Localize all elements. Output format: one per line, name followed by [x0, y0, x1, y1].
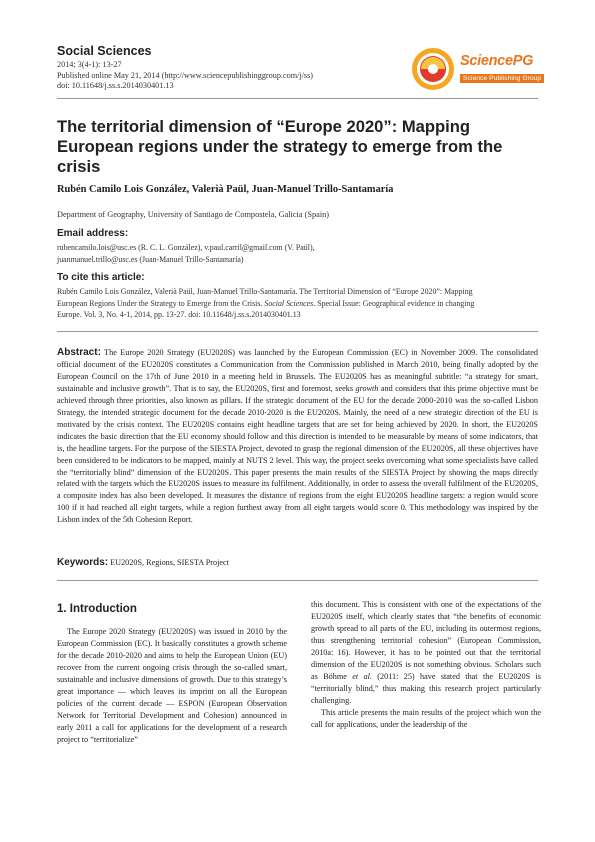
citation-text: European Regions Under the Strategy to Emerge from the Crisis.: [57, 298, 265, 308]
abstract: [57, 347, 538, 526]
publisher-logo: [410, 44, 550, 94]
abstract-divider-top: [57, 331, 538, 332]
article-title: The territorial dimension of “Europe 2020”: Mapping European regions under the strategy to emerge from the crisis: [57, 117, 503, 176]
logo-tagline: Science Publishing Group: [460, 74, 544, 83]
abstract-label: Abstract:: [57, 347, 101, 358]
logo-wordmark: SciencePG: [460, 53, 534, 69]
cite-heading: To cite this article:: [57, 272, 145, 283]
paragraph: The Europe 2020 Strategy (EU2020S) was issued in 2010 by the European Commission (EC). It basically constitutes a growth scheme for the decade 2010-2020 and aims to help the European Union (EU) recover from the current ongoing crisis through the so-called smart, sustainable and inclusive dimensions of growth. Due to this strategy’s great importance — which leaves its imprint on all the European policies of the current decade — ESPON (European Observation Network for Territorial Development and Cohesion) announced in early 2011 a call for applications for the development of a research project to “territorialize”: [57, 627, 287, 744]
citation-line-3: Europe. Vol. 3, No. 4-1, 2014, pp. 13-27. doi: 10.11648/j.ss.s.2014030401.13: [57, 310, 301, 320]
body-column-right: [311, 599, 541, 730]
paragraph-text: this document. This is consistent with one of the expectations of the EU2020S itself, which clearly states that “the benefits of economic growth spread to all parts of the EU, including its outermost regions, thus strengthening territorial cohesion” (European Commission, 2010a: 16). However, it has to be pointed out that the territorial dimension of the EU2020S is not something obvious. Scholars such as Böhme: [311, 600, 541, 681]
keywords: [57, 557, 229, 568]
article-authors: Rubén Camilo Lois González, Valerià Paül, Juan-Manuel Trillo-Santamaría: [57, 184, 394, 195]
citation-line-2: [57, 298, 547, 310]
journal-name: Social Sciences: [57, 44, 152, 58]
journal-meta-issue: 2014; 3(4-1): 13-27: [57, 60, 122, 69]
abstract-divider-bottom: [57, 580, 538, 581]
email-line-1[interactable]: rubencamilo.lois@usc.es (R. C. L. González), v.paul.carril@gmail.com (V. Paül),: [57, 243, 315, 252]
journal-meta-published[interactable]: Published online May 21, 2014 (http://www.sciencepublishinggroup.com/j/ss): [57, 70, 313, 80]
author-affiliation: Department of Geography, University of Santiago de Compostela, Galicia (Spain): [57, 210, 330, 219]
citation-journal: Social Sciences: [264, 298, 314, 308]
section-heading: 1. Introduction: [57, 603, 137, 615]
abstract-text: and considers that this prime objective must be achieved through three priorities, also known as pillars. If the strategic document of the EU for the decade 2000-2010 was the so-called Lisbon Strategy, the intended strategic document for the decade 2010-2020 is the EU2020S. Mainly, the need of a new strategic direction of the EU is motivated by the crisis context. The EU2020S contains eight headline targets that are set for being achieved by 2020. In short, the EU2020S indicates the basic direction that the EU economy should follow and this direction is intended to be measurable by means of some indicators, that is, the headline targets. For the purpose of the SIESTA Project, devoted to grasp the regional dimension of the EU2020S, all these objectives have been considered to be indicators to be mapped, mainly at NUTS 2 level. This way, the project seeks overcoming what some specialists have called the “territorially blind” dimension of the EU2020S. This paper presents the main results of the SIESTA Project by showing the maps directly related with the targets which the EU2020S issues to measure its fulfilment. Additionally, in order to assess the overall fulfilment of the EU2020S, a composite index has also been developed. It measures the distance of regions from the eight EU2020S headline targets: a region would score 100 if it had reached all eight targets, while a region furthest away from all eight targets would score 0. This methodology was inspired by the Lisbon index of the 5th Cohesion Report.: [57, 383, 538, 525]
paragraph-text: (2011: 25) have stated that the EU2020S is “territorially blind,” thus making this research project particularly challenging.: [311, 671, 541, 705]
abstract-emphasis: growth: [355, 383, 379, 393]
abstract-text: The Europe 2020 Strategy (EU2020S) was launched by the European Commission (EC) in November 2009. The consolidated official document of the EU2020S constitutes a Communication from the Commission published in March 2010, being finally adopted by the European Council on the 17th of June 2010 in a meeting held in Brussels. The EU2020S has as meaningful subtitle: “a strategy for smart, sustainable and inclusive growth”. That is to say, the EU2020S, first and foremost, seeks: [57, 348, 538, 393]
paragraph: [311, 599, 541, 707]
citation-line-1: Rubén Camilo Lois González, Valerià Paül, Juan-Manuel Trillo-Santamaría. The Territorial Dimension of “Europe 2020”: Mapping: [57, 287, 473, 296]
paragraph-emphasis: et al.: [352, 671, 372, 681]
keywords-label: Keywords:: [57, 557, 109, 568]
sun-disc-icon: [410, 46, 456, 92]
body-column-left: [57, 626, 287, 746]
citation-text: . Special Issue: Geographical evidence in changing: [313, 298, 475, 308]
email-heading: Email address:: [57, 228, 129, 239]
keywords-text: EU2020S, Regions, SIESTA Project: [108, 558, 229, 567]
header-divider: [57, 98, 538, 99]
email-line-2[interactable]: juanmanuel.trillo@usc.es (Juan-Manuel Trillo-Santamaría): [57, 254, 244, 264]
paragraph: This article presents the main results of the project which won the call for applications, under the leadership of the: [311, 707, 541, 729]
journal-meta-doi[interactable]: doi: 10.11648/j.ss.s.2014030401.13: [57, 81, 174, 90]
